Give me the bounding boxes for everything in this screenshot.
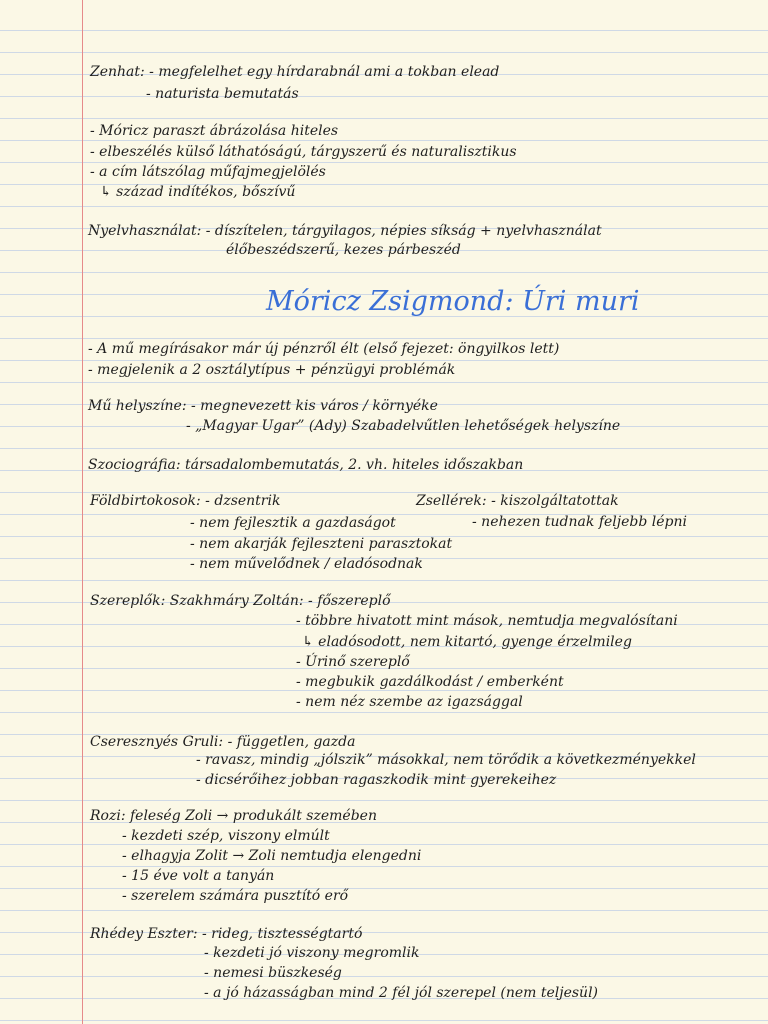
note-line: - nehezen tudnak feljebb lépni	[472, 514, 687, 530]
note-line: - ravasz, mindig „jólszik” másokkal, nem törődik a következményekkel	[196, 752, 696, 768]
margin-line	[82, 0, 83, 1024]
note-line: - 15 éve volt a tanyán	[122, 868, 275, 884]
note-line: Rhédey Eszter: - rideg, tisztességtartó	[90, 926, 363, 942]
note-line: - kezdeti jó viszony megromlik	[204, 945, 420, 961]
note-line: - a cím látszólag műfajmegjelölés	[90, 164, 326, 180]
note-line: - A mű megírásakor már új pénzről élt (első fejezet: öngyilkos lett)	[88, 341, 560, 357]
note-line: - elhagyja Zolit → Zoli nemtudja elengedni	[122, 848, 422, 864]
note-line: ↳ század indítékos, bőszívű	[100, 184, 296, 200]
note-line: Nyelvhasználat: - díszítelen, tárgyilagos, népies síkság + nyelvhasználat	[88, 223, 602, 239]
note-line: - megjelenik a 2 osztálytípus + pénzügyi problémák	[88, 362, 456, 378]
note-line: - nem művelődnek / eladósodnak	[190, 556, 423, 572]
note-line: Szereplők: Szakhmáry Zoltán: - főszereplő	[90, 593, 391, 609]
note-line: - kezdeti szép, viszony elmúlt	[122, 828, 330, 844]
note-line: - naturista bemutatás	[146, 86, 299, 102]
note-line: - nemesi büszkeség	[204, 965, 342, 981]
note-line: ↳ eladósodott, nem kitartó, gyenge érzelmileg	[302, 634, 632, 650]
note-line: - a jó házasságban mind 2 fél jól szerepel (nem teljesül)	[204, 985, 599, 1001]
note-line: - „Magyar Ugar” (Ady) Szabadelvűtlen lehetőségek helyszíne	[186, 418, 621, 434]
note-line: Zsellérek: - kiszolgáltatottak	[416, 493, 619, 509]
note-line: Szociográfia: társadalombemutatás, 2. vh. hiteles időszakban	[88, 457, 524, 473]
note-line: - nem akarják fejleszteni parasztokat	[190, 536, 453, 552]
note-line: élőbeszédszerű, kezes párbeszéd	[226, 242, 461, 258]
note-line: - többre hivatott mint mások, nemtudja megvalósítani	[296, 613, 678, 629]
note-line: - Úrinő szereplő	[296, 654, 410, 670]
page-title: Móricz Zsigmond: Úri muri	[266, 286, 640, 317]
note-line: Földbirtokosok: - dzsentrik	[90, 493, 281, 509]
note-line: - Móricz paraszt ábrázolása hiteles	[90, 123, 339, 139]
note-line: - megbukik gazdálkodást / emberként	[296, 674, 564, 690]
note-line: - nem néz szembe az igazsággal	[296, 694, 523, 710]
note-line: - dicsérőihez jobban ragaszkodik mint gyerekeihez	[196, 772, 557, 788]
note-line: Rozi: feleség Zoli → produkált szemében	[90, 808, 377, 824]
note-line: - elbeszélés külső láthatóságú, tárgyszerű és naturalisztikus	[90, 144, 517, 160]
note-line: Zenhat: - megfelelhet egy hírdarabnál ami a tokban elead	[90, 64, 500, 80]
note-line: Cseresznyés Gruli: - független, gazda	[90, 734, 356, 750]
note-line: - nem fejlesztik a gazdaságot	[190, 515, 396, 531]
note-line: Mű helyszíne: - megnevezett kis város / környéke	[88, 398, 438, 414]
note-line: - szerelem számára pusztító erő	[122, 888, 349, 904]
